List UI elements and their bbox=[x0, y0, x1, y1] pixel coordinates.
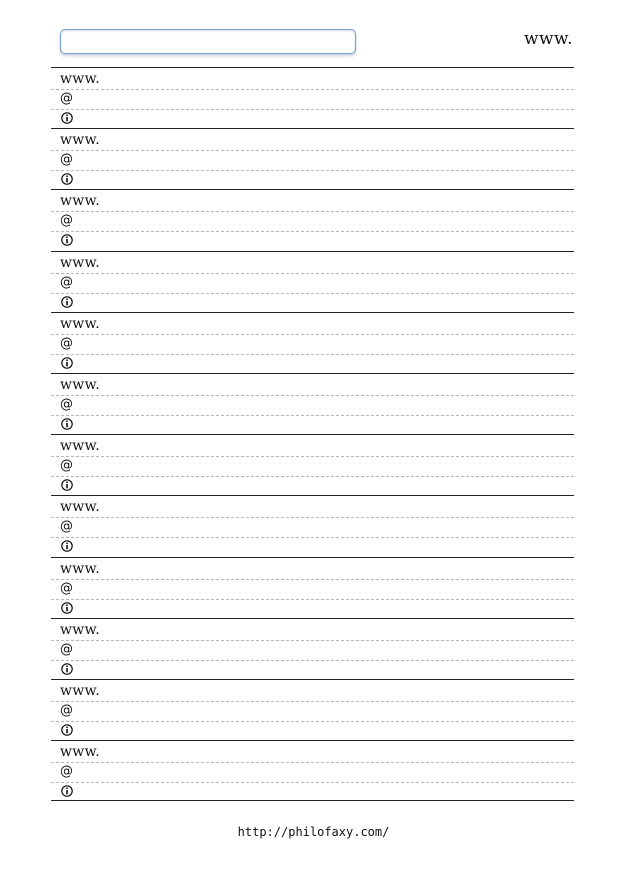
www-label: www. bbox=[60, 193, 100, 210]
dashed-divider bbox=[51, 89, 574, 90]
list-item bbox=[51, 618, 574, 679]
dashed-divider bbox=[51, 415, 574, 416]
dashed-divider bbox=[51, 701, 574, 702]
info-icon bbox=[61, 724, 73, 736]
dashed-divider bbox=[51, 211, 574, 212]
dashed-divider bbox=[51, 231, 574, 232]
www-label: www. bbox=[60, 744, 100, 761]
list-item bbox=[51, 740, 574, 801]
list-item bbox=[51, 67, 574, 128]
www-label: www. bbox=[60, 376, 100, 393]
email-label: @ bbox=[60, 458, 73, 474]
email-label: @ bbox=[60, 91, 73, 106]
dashed-divider bbox=[51, 395, 574, 396]
www-label: www. bbox=[60, 315, 100, 332]
email-label: @ bbox=[60, 213, 73, 229]
dashed-divider bbox=[51, 109, 574, 110]
dashed-divider bbox=[51, 721, 574, 722]
info-icon bbox=[61, 173, 73, 185]
dashed-divider bbox=[51, 660, 574, 661]
list-item bbox=[51, 679, 574, 740]
email-label: @ bbox=[60, 764, 73, 780]
list-item bbox=[51, 128, 574, 189]
www-label: www. bbox=[60, 499, 100, 516]
www-label: www. bbox=[60, 254, 100, 271]
list-item bbox=[51, 251, 574, 312]
www-label: www. bbox=[60, 132, 100, 149]
email-label: @ bbox=[60, 702, 73, 718]
dashed-divider bbox=[51, 476, 574, 477]
info-icon bbox=[61, 785, 73, 797]
list-item bbox=[51, 557, 574, 618]
dashed-divider bbox=[51, 273, 574, 274]
www-label: www. bbox=[60, 560, 100, 577]
dashed-divider bbox=[51, 150, 574, 151]
info-icon bbox=[61, 602, 73, 614]
dashed-divider bbox=[51, 170, 574, 171]
entries-list bbox=[51, 67, 574, 801]
email-label: @ bbox=[60, 396, 73, 412]
info-icon bbox=[61, 540, 73, 552]
list-item bbox=[51, 373, 574, 434]
info-icon bbox=[61, 663, 73, 675]
dashed-divider bbox=[51, 782, 574, 783]
info-icon bbox=[61, 296, 73, 308]
dashed-divider bbox=[51, 354, 574, 355]
footer-url: http://philofaxy.com/ bbox=[237, 825, 390, 839]
dashed-divider bbox=[51, 579, 574, 580]
info-icon bbox=[61, 234, 73, 246]
dashed-divider bbox=[51, 517, 574, 518]
email-label: @ bbox=[60, 641, 73, 657]
dashed-divider bbox=[51, 762, 574, 763]
list-item bbox=[51, 189, 574, 250]
dashed-divider bbox=[51, 537, 574, 538]
www-label: www. bbox=[60, 682, 100, 699]
info-icon bbox=[61, 418, 73, 430]
email-label: @ bbox=[60, 580, 73, 596]
dashed-divider bbox=[51, 293, 574, 294]
info-icon bbox=[61, 357, 73, 369]
www-label: www. bbox=[60, 438, 100, 455]
www-label: www. bbox=[60, 621, 100, 638]
email-label: @ bbox=[60, 152, 73, 168]
dashed-divider bbox=[51, 334, 574, 335]
info-icon bbox=[61, 479, 73, 491]
dashed-divider bbox=[51, 599, 574, 600]
email-label: @ bbox=[60, 335, 73, 351]
title-field[interactable] bbox=[60, 29, 356, 54]
info-icon bbox=[61, 112, 73, 124]
dashed-divider bbox=[51, 640, 574, 641]
email-label: @ bbox=[60, 519, 73, 535]
header-www-label: www. bbox=[523, 29, 573, 49]
list-item bbox=[51, 434, 574, 495]
list-item bbox=[51, 312, 574, 373]
dashed-divider bbox=[51, 456, 574, 457]
www-label: www. bbox=[60, 71, 100, 87]
list-item bbox=[51, 495, 574, 556]
email-label: @ bbox=[60, 274, 73, 290]
